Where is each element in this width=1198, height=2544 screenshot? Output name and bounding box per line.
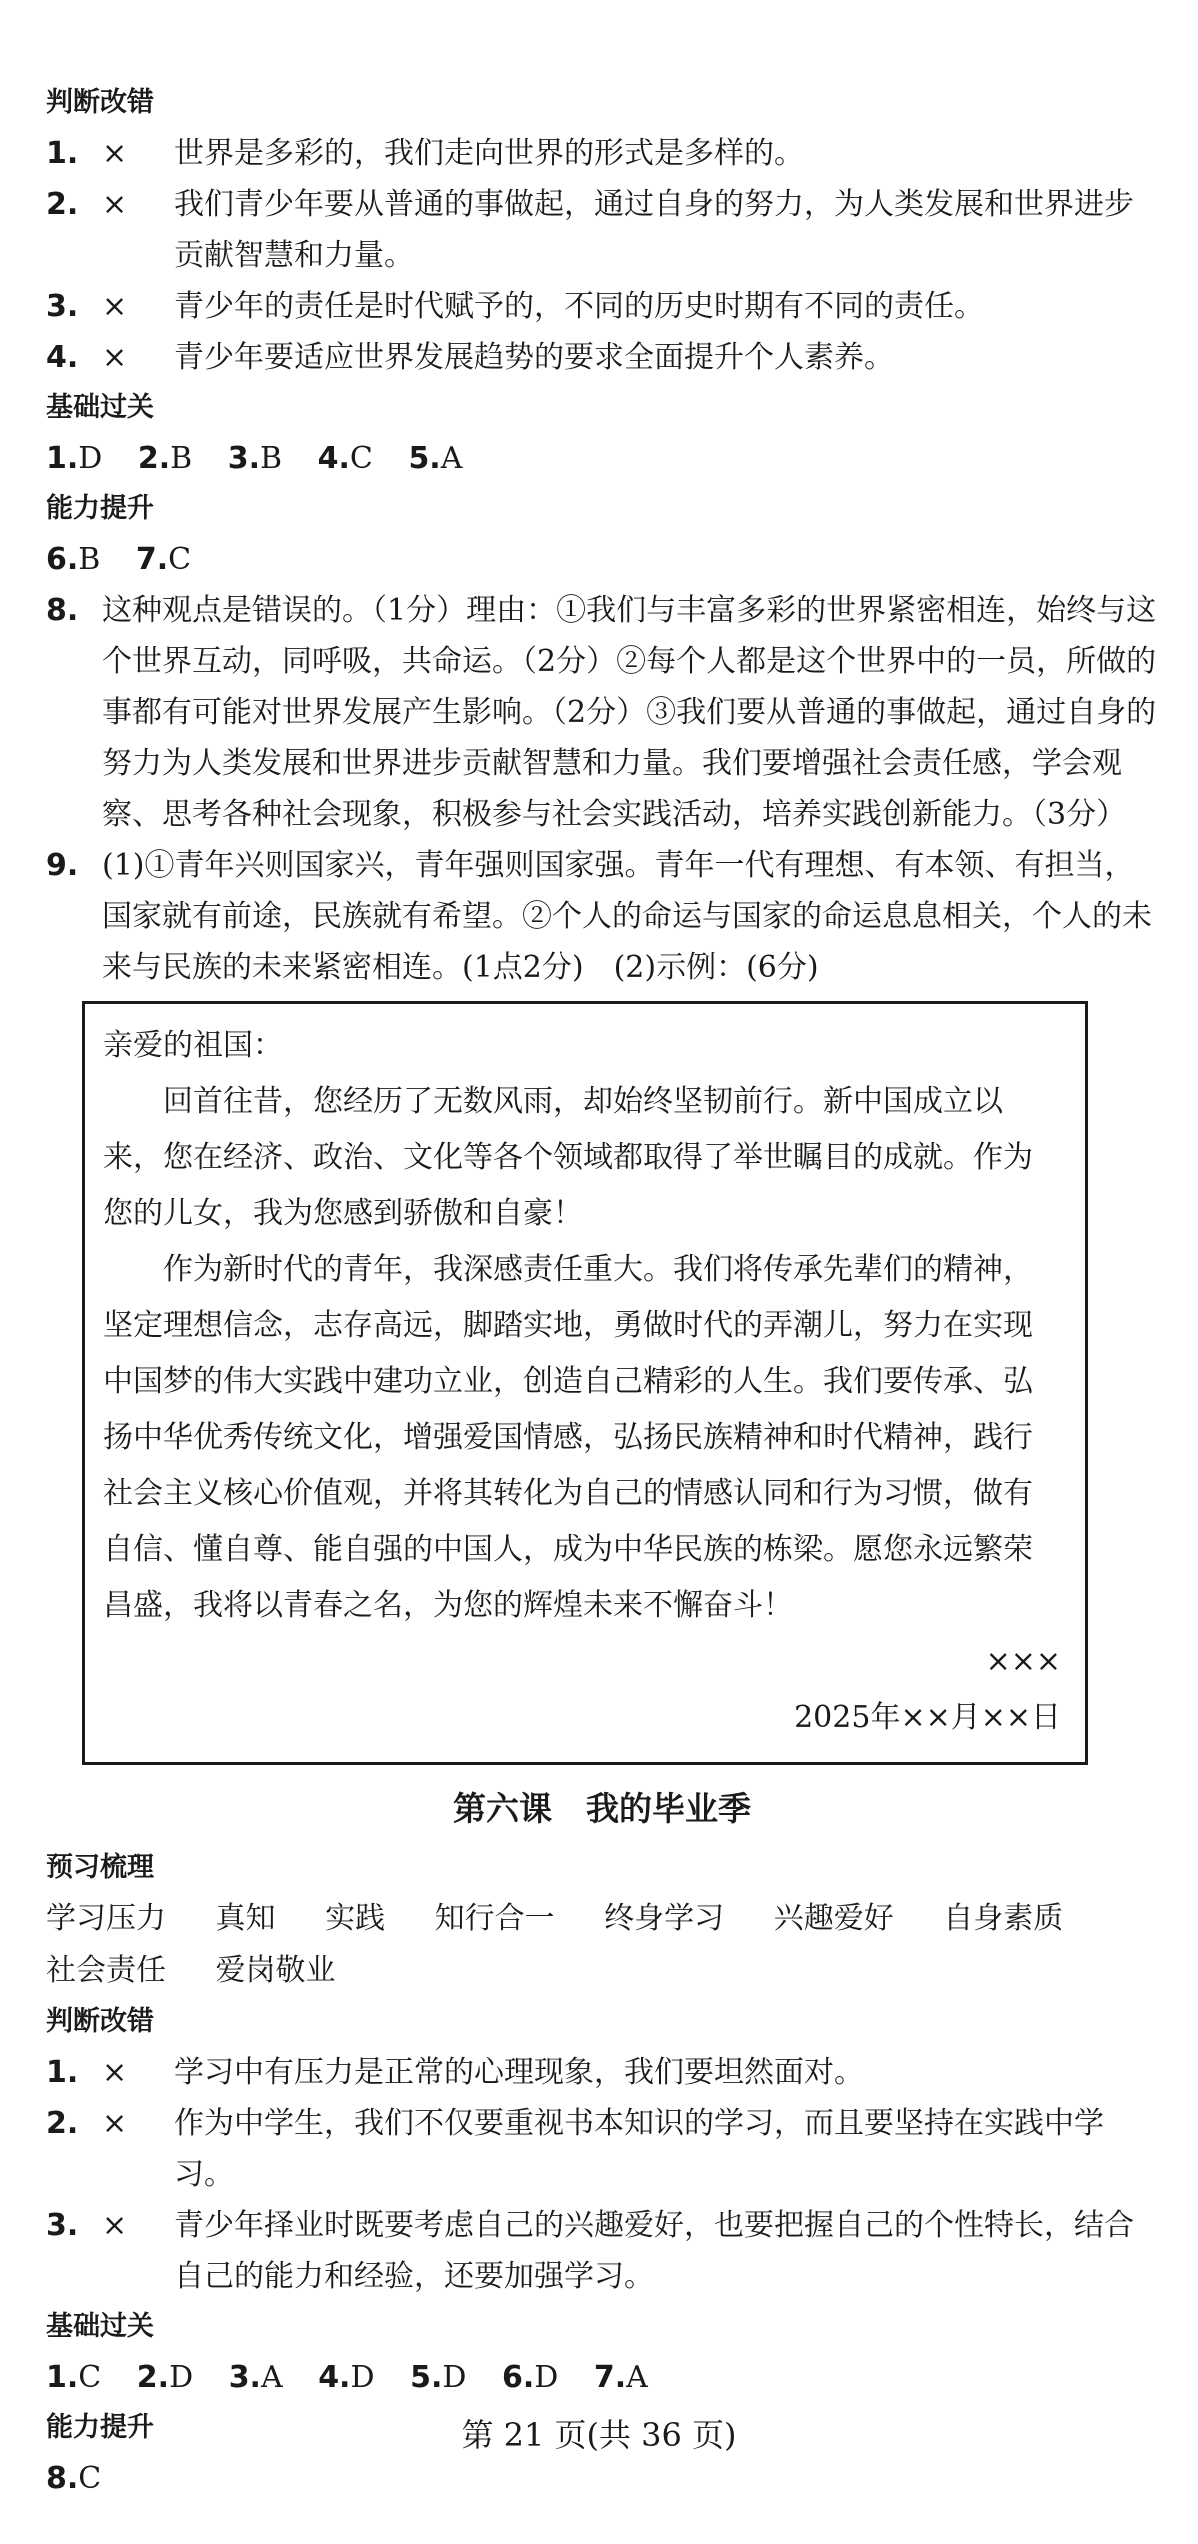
answer-pair: [228, 441, 282, 476]
page-footer: 第 21 页(共 36 页): [461, 2416, 737, 2454]
item-number: 3.: [46, 2208, 79, 2243]
judge-list: [46, 128, 1158, 383]
answer-choice: D: [350, 2360, 375, 2395]
judge-item: [46, 2200, 1158, 2302]
judge-list: [46, 2047, 1158, 2302]
answer-number: 3.: [227, 441, 261, 476]
preview-terms: [46, 1893, 1158, 1997]
preview-term: 实践: [325, 1901, 386, 1936]
wrong-mark: ×: [102, 340, 128, 375]
letter-paragraph: 回首往昔，您经历了无数风雨，却始终坚韧前行。新中国成立以来，您在经济、政治、文化等各个领域都取得了举世瞩目的成就。作为您的儿女，我为您感到骄傲和自豪！: [103, 1084, 1033, 1231]
letter-date: 2025年××月××日: [794, 1700, 1061, 1735]
item-number: 1.: [46, 136, 79, 171]
answer-number: 3.: [228, 2360, 261, 2395]
answer-choice: C: [168, 542, 192, 577]
preview-term: 社会责任: [46, 1953, 166, 1988]
answer-pair: [46, 2360, 101, 2395]
ability-answers: [46, 534, 1158, 585]
section-heading-judge: 判断改错: [46, 2006, 154, 2037]
wrong-mark: ×: [102, 2106, 128, 2141]
wrong-mark: ×: [102, 2055, 128, 2090]
judge-item: [46, 2098, 1158, 2200]
preview-term: 兴趣爱好: [773, 1901, 894, 1936]
answer-pair: [229, 2360, 283, 2395]
preview-term: 自身素质: [943, 1901, 1064, 1936]
answer-pair: [318, 441, 373, 476]
judge-item: [46, 179, 1158, 281]
section-heading-ability: 能力提升: [46, 2412, 154, 2443]
judge-item: [46, 332, 1158, 383]
section-heading-basic: 基础过关: [46, 392, 154, 423]
section-heading-ability: 能力提升: [46, 493, 154, 524]
judge-item: [46, 281, 1158, 332]
answer-number: 8.: [46, 2461, 79, 2496]
preview-term: 学习压力: [46, 1901, 166, 1936]
answer-pair: [46, 441, 102, 476]
answer-choice: D: [442, 2360, 467, 2395]
item-text: 我们青少年要从普通的事做起，通过自身的努力，为人类发展和世界进步贡献智慧和力量。: [174, 187, 1134, 273]
answer-number: 5.: [408, 441, 441, 476]
answer-pair: [137, 2360, 193, 2395]
judge-item: [46, 128, 1158, 179]
lesson-name: 我的毕业季: [586, 1789, 751, 1828]
answer-choice: A: [626, 2360, 648, 2395]
item-number: 1.: [46, 2055, 79, 2090]
sample-letter-box: [82, 1001, 1088, 1765]
item-number: 8.: [46, 593, 79, 628]
answer-pair: [502, 2360, 558, 2395]
answer-pair: [138, 441, 192, 476]
wrong-mark: ×: [102, 2208, 128, 2243]
answer-choice: D: [169, 2360, 194, 2395]
question-8: [46, 585, 1158, 840]
letter-salutation: 亲爱的祖国：: [103, 1028, 283, 1063]
section-heading-basic: 基础过关: [46, 2311, 154, 2342]
answer-choice: D: [534, 2360, 559, 2395]
item-number: 3.: [46, 289, 79, 324]
answer-choice: D: [78, 441, 103, 476]
item-text: 这种观点是错误的。（1分）理由：①我们与丰富多彩的世界紧密相连，始终与这个世界互动，同呼吸，共命运。（2分）②每个人都是这个世界中的一员，所做的事都有可能对世界发展产生影响。（2分）③我们要从普通的事做起，通过自身的努力为人类发展和世界进步贡献智慧和力量。我们要增强社会责任感，学会观察、思考各种社会现象，积极参与社会实践活动，培养实践创新能力。（3分）: [102, 593, 1157, 832]
preview-term: 真知: [215, 1901, 276, 1936]
answer-pair: [46, 542, 100, 577]
section-heading-preview: 预习梳理: [46, 1852, 154, 1883]
letter-paragraph: 作为新时代的青年，我深感责任重大。我们将传承先辈们的精神，坚定理想信念，志存高远，脚踏实地，勇做时代的弄潮儿，努力在实现中国梦的伟大实践中建功立业，创造自己精彩的人生。我们要传承、弘扬中华优秀传统文化，增强爱国情感，弘扬民族精神和时代精神，践行社会主义核心价值观，并将其转化为自己的情感认同和行为习惯，做有自信、懂自尊、能自强的中国人，成为中华民族的栋梁。愿您永远繁荣昌盛，我将以青春之名，为您的辉煌未来不懈奋斗！: [103, 1252, 1033, 1623]
item-text: 作为中学生，我们不仅要重视书本知识的学习，而且要坚持在实践中学习。: [174, 2106, 1104, 2192]
lesson-number: 第六课: [453, 1789, 552, 1828]
item-text: 青少年的责任是时代赋予的，不同的历史时期有不同的责任。: [174, 289, 984, 324]
answer-number: 1.: [46, 2360, 79, 2395]
answer-choice: B: [260, 441, 283, 476]
item-number: 2.: [46, 187, 79, 222]
answer-choice: C: [349, 441, 373, 476]
answer-choice: B: [78, 542, 101, 577]
item-text: 世界是多彩的，我们走向世界的形式是多样的。: [174, 136, 804, 171]
answer-choice: A: [260, 2360, 283, 2395]
basic-answers: [46, 433, 1158, 484]
answer-pair: [410, 2360, 466, 2395]
answer-pair: [408, 441, 462, 476]
answer-number: 7.: [593, 2360, 627, 2395]
answer-choice: B: [170, 441, 193, 476]
preview-term: 爱岗敬业: [215, 1953, 336, 1988]
letter-signature: ×××: [985, 1644, 1061, 1679]
item-number: 2.: [46, 2106, 79, 2141]
section-heading-judge: 判断改错: [46, 87, 154, 118]
wrong-mark: ×: [102, 289, 128, 324]
answer-pair: [136, 542, 191, 577]
answer-number: 6.: [501, 2360, 535, 2395]
answer-choice: C: [78, 2360, 102, 2395]
answer-number: 7.: [135, 542, 169, 577]
answer-number: 2.: [136, 2360, 170, 2395]
ability-answers: [46, 2453, 1158, 2504]
answer-choice: A: [440, 441, 463, 476]
answer-number: 4.: [318, 2360, 351, 2395]
wrong-mark: ×: [102, 136, 128, 171]
answer-number: 1.: [46, 441, 79, 476]
judge-item: [46, 2047, 1158, 2098]
answer-number: 6.: [46, 542, 79, 577]
item-number: 4.: [46, 340, 79, 375]
item-text: 青少年要适应世界发展趋势的要求全面提升个人素养。: [174, 340, 894, 375]
answer-number: 2.: [137, 441, 171, 476]
answer-choice: C: [78, 2461, 102, 2496]
answer-pair: [46, 2461, 101, 2496]
answer-number: 4.: [317, 441, 350, 476]
answer-pair: [318, 2360, 374, 2395]
item-number: 9.: [46, 848, 79, 883]
item-text: 青少年择业时既要考虑自己的兴趣爱好，也要把握自己的个性特长，结合自己的能力和经验，还要加强学习。: [174, 2208, 1134, 2294]
answer-number: 5.: [410, 2360, 443, 2395]
basic-answers: [46, 2352, 1158, 2403]
question-9: [46, 840, 1158, 993]
wrong-mark: ×: [102, 187, 128, 222]
preview-term: 终身学习: [604, 1901, 725, 1936]
item-text: 学习中有压力是正常的心理现象，我们要坦然面对。: [174, 2055, 864, 2090]
lesson-title: [46, 1777, 1158, 1841]
item-text: (1)①青年兴则国家兴，青年强则国家强。青年一代有理想、有本领、有担当，国家就有前途，民族就有希望。②个人的命运与国家的命运息息相关，个人的未来与民族的未来紧密相连。(1点2分) (2)示例：(6分): [102, 848, 1152, 985]
answer-pair: [594, 2360, 648, 2395]
preview-term: 知行合一: [434, 1901, 555, 1936]
